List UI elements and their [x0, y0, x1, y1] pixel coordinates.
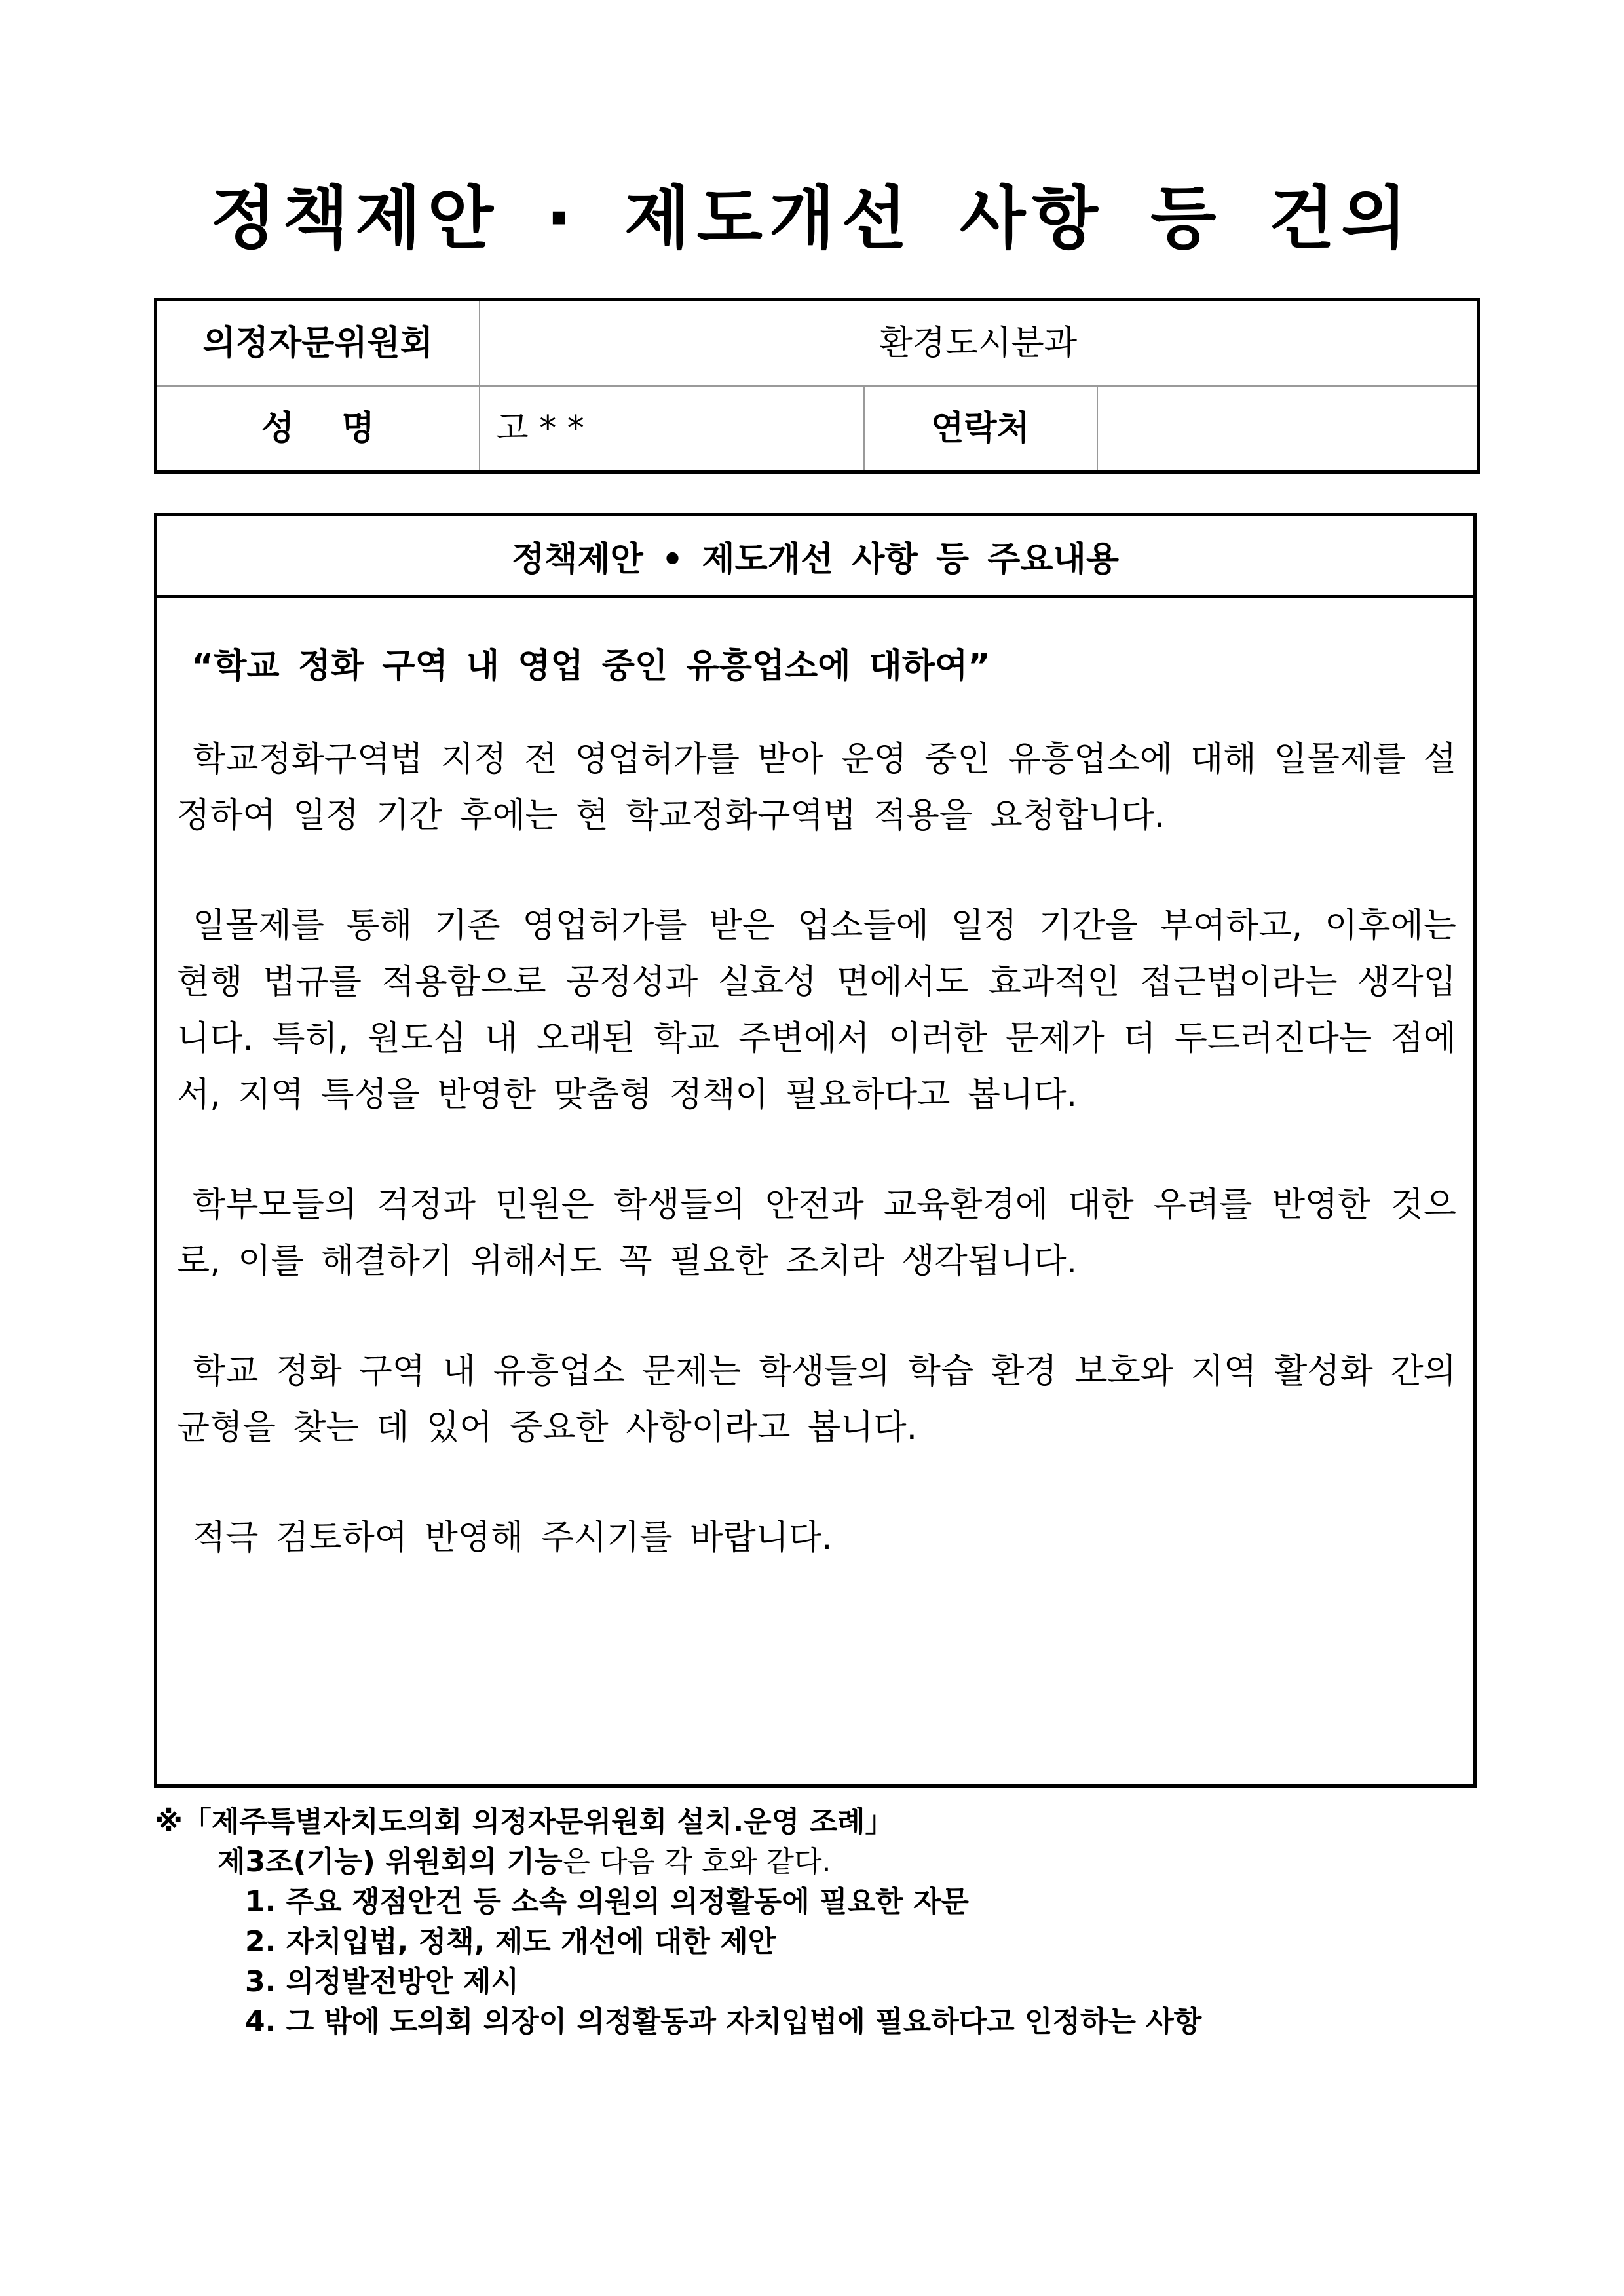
footnote-item-2: 2. 자치입법, 정책, 제도 개선에 대한 제안: [245, 1925, 776, 1959]
footnote-article: [155, 1842, 1498, 1882]
article-title: 제3조(기능) 위원회의 기능: [217, 1845, 563, 1879]
name-label: 성 명: [156, 386, 480, 472]
footnote: [155, 1802, 1498, 2042]
paragraph-4: 학교 정화 구역 내 유흥업소 문제는 학생들의 학습 환경 보호와 지역 활성화 간의 균형을 찾는 데 있어 중요한 사항이라고 봅니다.: [177, 1352, 1456, 1447]
info-table: [154, 298, 1480, 474]
paragraph-1: 학교정화구역법 지정 전 영업허가를 받아 운영 중인 유흥업소에 대해 일몰제를 설정하여 일정 기간 후에는 현 학교정화구역법 적용을 요청합니다.: [177, 740, 1456, 835]
footnote-item-1: 1. 주요 쟁점안건 등 소속 의원의 의정활동에 필요한 자문: [245, 1885, 969, 1919]
article-text: 은 다음 각 호와 같다.: [562, 1845, 831, 1879]
footnote-reference: ※「제주특별자치도의회 의정자문위원회 설치.운영 조례」: [155, 1805, 894, 1839]
committee-value: 환경도시분과: [480, 300, 1479, 387]
paragraph-2: 일몰제를 통해 기존 영업허가를 받은 업소들에 일정 기간을 부여하고, 이후에는 현행 법규를 적용함으로 공정성과 실효성 면에서도 효과적인 접근법이라는 생각입니다. 특히, 원도심 내 오래된 학교 주변에서 이러한 문제가 더 두드러진다는 점에서, 지역 특성을 반영한 맞춤형 정책이 필요하다고 봅니다.: [177, 906, 1456, 1115]
contact-value: [1097, 386, 1479, 472]
paragraph-5: 적극 검토하여 반영해 주시기를 바랍니다.: [193, 1518, 833, 1558]
contact-label: 연락처: [864, 386, 1097, 472]
name-value: 고 * *: [480, 386, 864, 472]
content-header: 정책제안 • 제도개선 사항 등 주요내용: [157, 516, 1473, 598]
content-body: [157, 598, 1473, 1566]
committee-row: [156, 300, 1479, 387]
name-row: [156, 386, 1479, 472]
proposal-content-box: [154, 513, 1477, 1788]
paragraph-3: 학부모들의 걱정과 민원은 학생들의 안전과 교육환경에 대한 우려를 반영한 것으로, 이를 해결하기 위해서도 꼭 필요한 조치라 생각됩니다.: [177, 1185, 1456, 1281]
footnote-item-3: 3. 의정발전방안 제시: [245, 1965, 519, 1999]
footnote-item-4: 4. 그 밖에 도의회 의장이 의정활동과 자치입법에 필요하다고 인정하는 사항: [245, 2005, 1202, 2038]
proposal-subject: “학교 정화 구역 내 영업 중인 유흥업소에 대하여”: [191, 647, 991, 686]
committee-label: 의정자문위원회: [156, 300, 480, 387]
document-title: 정책제안 · 제도개선 사항 등 건의: [210, 178, 1414, 258]
